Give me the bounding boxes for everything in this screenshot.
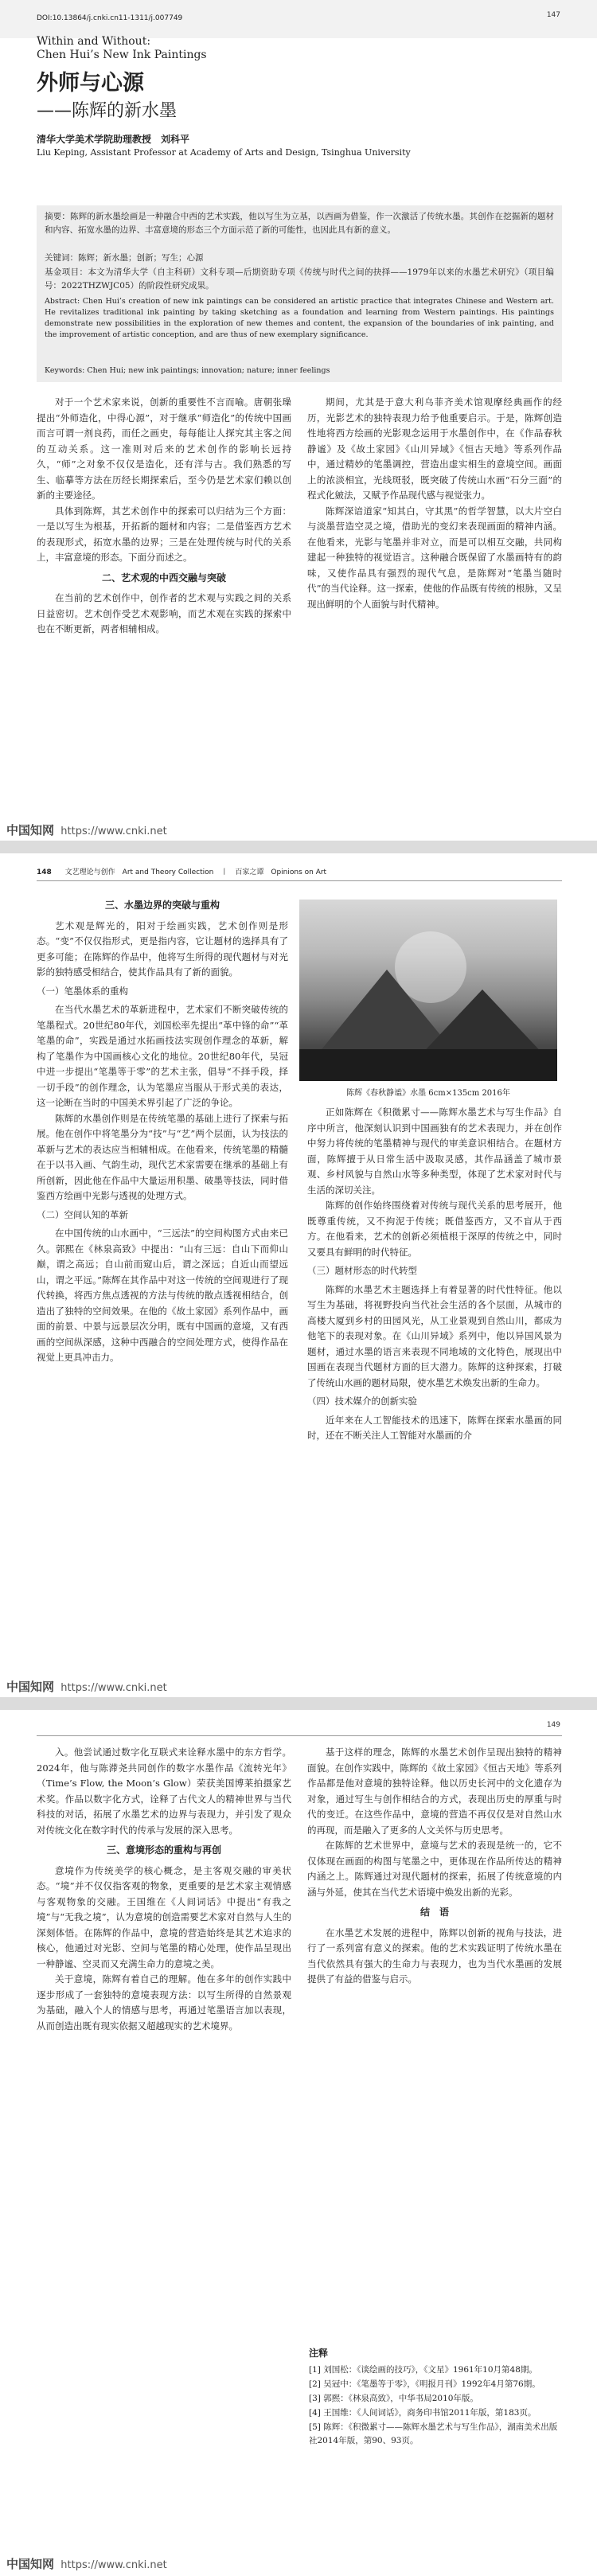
paragraph: 对于一个艺术家来说，创新的重要性不言而喻。唐朝张璪提出“外师造化，中得心源”，对于继承“师造化”的传统中国画而言可谓一剂良药，而任之画史，每每能让人探究其主客之间的互动关系。这一准则对后来的艺术创作的影响长远持久，“师”之对象不仅仅是造化，还有洋与古。我们熟悉的写生、临摹等方法在历经长期探索后，至今仍是艺术家们赖以创新的主要途径。 <box>37 396 291 501</box>
page3-left-column <box>37 1745 291 2034</box>
paragraph: 在陈辉的艺术世界中，意境与艺术的表现是统一的，它不仅体现在画面的构图与笔墨之中，更体现在作品所传达的精神内涵之上。陈辉通过对现代题材的探索，拓展了传统意境的内涵与外延，使其在当代艺术语境中焕发出新的光彩。 <box>307 1840 562 1898</box>
paragraph: 陈辉的水墨创作则是在传统笔墨的基础上进行了探索与拓展。他在创作中将笔墨分为“技”与“艺”两个层面，认为技法的革新与艺术的表达应当相辅相成。在他看来，传统笔墨的精髓在于以书入画、气韵生动，现代艺术家需要在继承的基础上有所创新，因此他在作品中大量运用积墨、破墨等技法，同时借鉴西方绘画中光影与透视的处理方式。 <box>37 1112 288 1201</box>
header-rule <box>37 880 562 881</box>
fund-note: 基金项目：本文为清华大学（自主科研）文科专项—后期资助专项《传统与时代之间的抉择——1979年以来的水墨艺术研究》（项目编号：2022THZWJC05）的阶段性研究成果。 <box>45 267 554 291</box>
page-number: 148 <box>37 868 52 876</box>
subsection-heading: （四）技术媒介的创新实验 <box>307 1395 417 1407</box>
notes-section <box>309 2347 560 2449</box>
subsection-heading: （二）空间认知的革新 <box>37 1208 128 1220</box>
watermark: 中国知网 https://www.cnki.net <box>6 2557 167 2571</box>
running-header <box>37 866 562 876</box>
page1-left-column <box>37 395 291 638</box>
header-rule <box>37 1735 562 1736</box>
keywords-en: Keywords: Chen Hui; new ink paintings; innovation; nature; inner feelings <box>45 366 330 375</box>
paragraph: 基于这样的理念，陈辉的水墨艺术创作呈现出独特的精神面貌。在创作实践中，陈辉的《故土家园》《恒古天地》等系列作品都是他对意境的独特诠释。他以历史长河中的文化遗存为对象，通过写生与创作相结合的方式，表现出历史的厚重与时代的变迁。在这些作品中，意境的营造不再仅仅是对自然山水的再现，而是融入了更多的人文关怀与历史思考。 <box>307 1747 562 1836</box>
paragraph: 陈辉的创作始终围绕着对传统与现代关系的思考展开，他既尊重传统，又不拘泥于传统；既借鉴西方，又不盲从于西方。在他看来，艺术的创新必须植根于深厚的传统之中，同时又要具有鲜明的时代特征。 <box>307 1200 562 1258</box>
title-cn: 外师与心源 <box>37 71 144 96</box>
journal-name: 文艺理论与创作 Art and Theory Collection 丨 百家之谭 Opinions on Art <box>64 868 327 876</box>
doi-line: DOI:10.13864/j.cnki.cn11-1311/j.007749 <box>37 14 183 22</box>
paragraph: 正如陈辉在《积微累寸——陈辉水墨艺术与写生作品》自序中所言，他深刻认识到中国画独有的艺术表现力，并在创作中努力将传统的笔墨精神与现代的审美意识相结合。在题材方面，陈辉擅于从日常生活中汲取灵感，其作品涵盖了城市景观、乡村风貌与自然山水等多种类型，体现了艺术家对时代与生活的深切关注。 <box>307 1107 562 1196</box>
author-cn: 清华大学美术学院助理教授 刘科平 <box>37 134 190 145</box>
paragraph: 意境作为传统美学的核心概念，是主客观交融的审美状态。“境”并不仅仅指客观的物象，更重要的是艺术家主观情感与客观物象的交融。王国维在《人间词话》中提出“有我之境”与“无我之境”，认为意境的创造需要艺术家对自然与人生的深刻体悟。在陈辉的作品中，意境的营造始终是其艺术追求的核心，他通过对光影、空间与笔墨的精心处理，使作品呈现出一种静谧、空灵而又充满生命力的意境之美。 <box>37 1864 291 1969</box>
notes-title: 注释 <box>309 2348 329 2359</box>
paragraph: 关于意境，陈辉有着自己的理解。他在多年的创作实践中逐步形成了一套独特的意境表现方法：以写生所得的自然景观为基础，融入个人的情感与思考，再通过笔墨语言加以表现，从而创造出既有现实依据又超越现实的艺术境界。 <box>37 1973 291 2032</box>
note-item: [4] 王国维：《人间词话》，商务印书馆2011年版，第183页。 <box>309 2408 537 2418</box>
note-item: [1] 刘国松：《谈绘画的技巧》，《文星》1961年10月第48期。 <box>309 2365 537 2375</box>
abstract-en: Abstract: Chen Hui’s creation of new ink paintings can be considered an artistic practice that integrates Chinese and Western art. He revitalizes traditional ink painting by taking sketching as a foundation and learning from Western paintings. His paintings demonstrate new possibilities in the exploration of new themes and content, the expansion of the boundaries of ink painting, and the improvement of artistic conception, and are thus of new exemplary significance. <box>45 297 554 339</box>
watermark: 中国知网 https://www.cnki.net <box>6 823 167 837</box>
page-number: 147 <box>546 11 560 19</box>
section-heading: 结 语 <box>419 1907 449 1918</box>
paragraph: 入。他尝试通过数字化互联式来诠释水墨中的东方哲学。2024年，他与陈滞尧共同创作的数字水墨作品《流转光年》（Time’s Flow, the Moon’s Glow）荣获美国博莱拍摄家艺术奖。作品以数字化方式，诠释了古代文人的精神世界与当代科技的对话，拓展了水墨艺术的边界与表现力，并引发了观众对传统文化在数字时代的传承与发展的深入思考。 <box>37 1747 291 1836</box>
page1-right-column <box>307 395 562 612</box>
abstract-cn: 摘要：陈辉的新水墨绘画是一种融合中西的艺术实践，他以写生为立基，以西画为借鉴，作一次激活了传统水墨。其创作在挖掘新的题材和内容、拓宽水墨的边界、丰富意境的形态三个方面示范了新的可能性，也因此具有新的意义。 <box>45 212 554 235</box>
section-heading: 二、艺术观的中西交融与突破 <box>101 572 226 584</box>
title-en: Within and Without: Chen Hui’s New Ink Paintings <box>37 35 207 61</box>
paragraph: 在当代水墨艺术的革新进程中，艺术家们不断突破传统的笔墨程式。20世纪80年代，刘国松率先提出“革中锋的命”“革笔墨的命”，实践是通过水拓画技法实现创作理念的革新，解构了笔墨作为中国画核心文化的地位。20世纪80年代，吴冠中进一步提出“笔墨等于零”的艺术主张，倡导“不择手段，择一切手段”的创作理念，认为笔墨应当服从于形式美的表达，这一论断在当时的中国美术界引起了广泛的争论。 <box>37 1004 288 1108</box>
paragraph: 陈辉的水墨艺术主题选择上有着显著的时代性特征。他以写生为基础，将视野投向当代社会生活的各个层面，从城市的高楼大厦到乡村的田园风光，从工业景观到自然山川，都成为他笔下的表现对象。在《山川异域》系列中，他以异国风景为题材，通过水墨的语言来表现不同地域的文化特色，展现出中国画在表现当代题材方面的巨大潜力。陈辉的这种探索，打破了传统山水画的题材局限，使水墨艺术焕发出新的生命力。 <box>307 1283 562 1388</box>
page-number: 149 <box>546 1721 560 1729</box>
section-heading: 三、意境形态的重构与再创 <box>106 1844 221 1856</box>
paragraph: 艺术观是辉光的，阳对于绘画实践，艺术创作则是形态。“变”不仅仅指形式，更是指内容，它让题材的选择具有了更多可能；在陈辉的作品中，他将写生所得的现代题材与对光影的独特感受相结合，使其作品具有了新的面貌。 <box>37 919 288 978</box>
paragraph: 在当前的艺术创作中，创作者的艺术观与实践之间的关系日益密切。艺术创作受艺术观影响，而艺术观在实践的探索中也在不断更新，两者相辅相成。 <box>37 592 291 634</box>
note-item: [3] 郭熙：《林泉高致》，中华书局2010年版。 <box>309 2394 478 2403</box>
paragraph: 具体到陈辉，其艺术创作中的探索可以归结为三个方面：一是以写生为根基，开拓新的题材和内容；二是借鉴西方艺术的表现形式，拓宽水墨的边界；三是在处理传统与时代的关系上，丰富意境的形态。下面分而述之。 <box>37 505 291 563</box>
subtitle-cn: ——陈辉的新水墨 <box>37 101 178 121</box>
page2-right-column <box>307 1105 562 1444</box>
keywords-cn: 关键词：陈辉；新水墨；创新；写生；心源 <box>45 253 204 263</box>
page-1 <box>0 0 597 841</box>
page-3 <box>0 1710 597 2576</box>
author-en: Liu Keping, Assistant Professor at Academy of Arts and Design, Tsinghua University <box>37 147 411 158</box>
figure-caption: 陈辉《春秋静谧》水墨 6cm×135cm 2016年 <box>346 1089 510 1098</box>
watermark: 中国知网 https://www.cnki.net <box>6 1680 167 1694</box>
subsection-heading: （一）笔墨体系的重构 <box>37 985 128 997</box>
page2-left-column <box>37 893 288 1366</box>
paragraph: 期间，尤其是于意大利乌菲齐美术馆观摩经典画作的经历，光影艺术的独特表现力给予他重要启示。于是，陈辉创造性地将西方绘画的光影观念运用于水墨创作中，在《作品春秋静谧》及《故土家园》《山川异域》《恒古天地》等系列作品中，通过精妙的笔墨调控，营造出虚实相生的意境空间。画面上的浓淡相宜，光线斑驳，既突破了传统山水画“石分三面”的程式化皴法，又赋予作品现代感与视觉张力。 <box>307 396 562 501</box>
section-heading: 三、水墨边界的突破与重构 <box>104 900 220 911</box>
note-item: [2] 吴冠中：《笔墨等于零》，《明报月刊》1992年4月第76期。 <box>309 2379 540 2389</box>
subsection-heading: （三）题材形态的时代转型 <box>307 1265 417 1276</box>
paragraph: 陈辉深谙道家“知其白，守其黑”的哲学智慧，以大片空白与淡墨营造空灵之境，借助光的变幻来表现画面的精神内涵。在他看来，光影与笔墨并非对立，而是可以相互交融，共同构建起一种独特的视觉语言。这种融合既保留了水墨画特有的韵味，又使作品具有强烈的现代气息，是陈辉对“笔墨当随时代”的当代诠释。这一探索，使他的作品既有传统的根脉，又呈现出鲜明的个人面貌与时代精神。 <box>307 505 562 610</box>
paragraph: 在中国传统的山水画中，“三远法”的空间构图方式由来已久。郭熙在《林泉高致》中提出：“山有三远：自山下而仰山巅，谓之高远；自山前而窥山后，谓之深远；自近山而望远山，谓之平远。”陈辉在其作品中对这一传统的空间观进行了现代转换，将西方焦点透视的方法与传统的散点透视相结合，创造出了独特的空间效果。在他的《故土家园》系列作品中，画面的前景、中景与远景层次分明，既有中国画的意境，又有西画的空间纵深感，这种中西融合的空间处理方式，使得作品在视觉上更具冲击力。 <box>37 1228 288 1363</box>
note-item: [5] 陈辉：《积微累寸——陈辉水墨艺术与写生作品》，湖南美术出版社2014年版，第90、93页。 <box>309 2422 558 2445</box>
paragraph: 近年来在人工智能技术的迅速下，陈辉在探索水墨画的同时，还在不断关注人工智能对水墨画的介 <box>307 1414 562 1441</box>
page-2 <box>0 853 597 1697</box>
page3-right-column <box>307 1745 562 1988</box>
paragraph: 在水墨艺术发展的进程中，陈辉以创新的视角与技法，进行了一系列富有意义的探索。他的艺术实践证明了传统水墨在当代依然具有强大的生命力与表现力，也为当代水墨画的发展提供了有益的借鉴与启示。 <box>307 1926 562 1985</box>
artwork-image <box>299 900 557 1081</box>
